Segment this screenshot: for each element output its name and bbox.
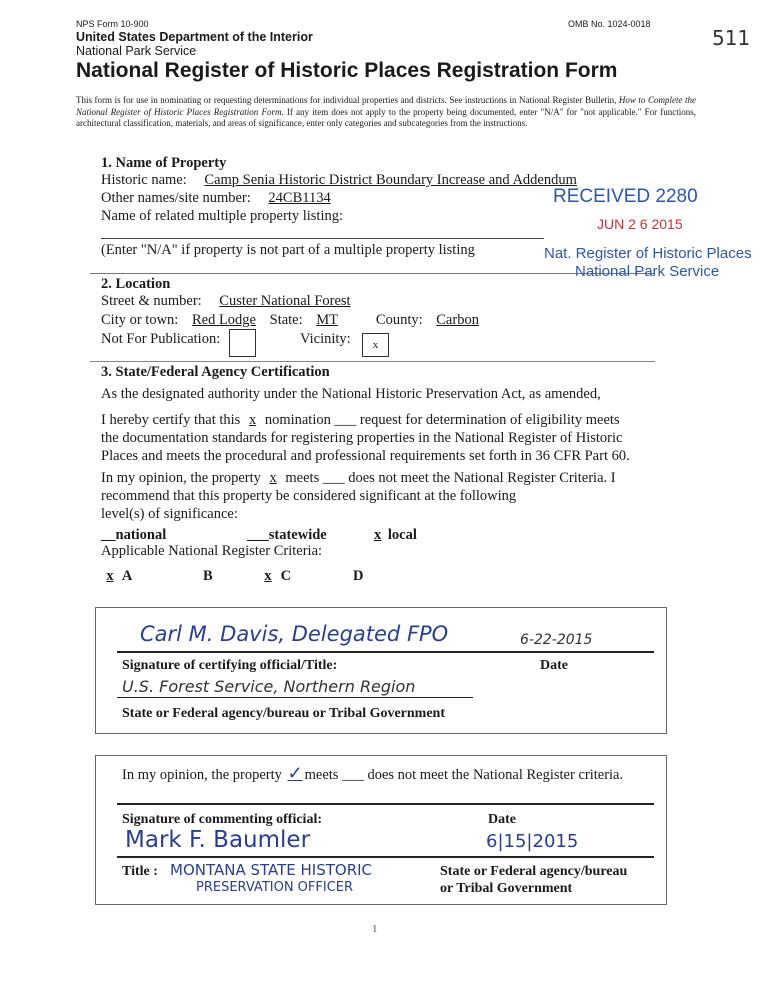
not-for-publication-label: Not For Publication: xyxy=(101,331,221,347)
criterion-c[interactable]: x C xyxy=(264,568,292,584)
section-divider xyxy=(90,273,655,274)
commenting-title-label: Title : xyxy=(122,864,158,879)
determination-mark[interactable]: ___ xyxy=(334,412,357,428)
not-for-publication-checkbox[interactable] xyxy=(229,329,256,357)
historic-name-label: Historic name: xyxy=(101,172,187,188)
meets-mark[interactable]: x xyxy=(269,470,277,486)
opinion-text: does not meet the National Register criteria. xyxy=(363,767,624,783)
commenting-title-value-1[interactable]: MONTANA STATE HISTORIC xyxy=(170,861,373,879)
criteria-label: Applicable National Register Criteria: xyxy=(101,543,323,559)
city-label: City or town: xyxy=(101,312,179,328)
criterion-d[interactable]: D xyxy=(353,568,364,584)
instructions xyxy=(76,95,696,130)
certify-text: nomination xyxy=(261,412,335,428)
authority-intro: As the designated authority under the National Historic Preservation Act, as amended, xyxy=(101,386,601,402)
level-statewide[interactable]: ___statewide xyxy=(247,527,327,543)
other-names-label: Other names/site number: xyxy=(101,190,251,206)
state-value[interactable]: MT xyxy=(316,312,339,328)
page-title: National Register of Historic Places Registration Form xyxy=(76,59,618,82)
vicinity-checkbox[interactable]: x xyxy=(362,333,389,357)
omb-number: OMB No. 1024-0018 xyxy=(568,19,651,29)
commenting-title-value-2[interactable]: PRESERVATION OFFICER xyxy=(196,880,354,895)
level-local[interactable] xyxy=(371,527,417,544)
other-names-row xyxy=(101,190,493,207)
nomination-mark[interactable]: x xyxy=(248,412,257,428)
criterion-b[interactable]: B xyxy=(203,568,213,584)
certifying-date[interactable]: 6-22-2015 xyxy=(520,632,593,648)
other-names-value[interactable]: 24CB1134 xyxy=(268,190,331,206)
meets-check-icon[interactable]: ✓ xyxy=(287,763,303,783)
opinion-text: In my opinion, the property xyxy=(122,767,286,783)
street-label: Street & number: xyxy=(101,293,202,309)
commenting-agency-label-2: or Tribal Government xyxy=(440,881,573,896)
instructions-text: This form is for use in nominating or requesting determinations for individual properties and districts. See instructions in National Register xyxy=(76,95,583,105)
commenting-agency-label: State or Federal agency/bureau xyxy=(440,864,628,879)
street-row xyxy=(101,293,434,310)
certifying-date-label: Date xyxy=(540,658,568,673)
local-mark: x xyxy=(374,527,382,543)
department: United States Department of the Interior xyxy=(76,30,313,44)
local-text: local xyxy=(384,527,417,543)
opinion-text: meets xyxy=(304,767,343,783)
received-stamp: RECEIVED 2280 xyxy=(553,186,698,207)
city-row xyxy=(101,312,489,329)
commenting-date-label: Date xyxy=(488,812,516,827)
opinion-statement xyxy=(101,469,616,523)
instructions-text: categories and subcategories from the instructions. xyxy=(344,118,528,128)
does-not-meet-mark[interactable]: ___ xyxy=(342,767,364,783)
city-value[interactable]: Red Lodge xyxy=(191,312,256,328)
received-date-stamp: JUN 2 6 2015 xyxy=(597,216,683,232)
section-1-heading: 1. Name of Property xyxy=(101,155,227,171)
instructions-text: documented, enter "N/A" for "not applicable." For functions, architectural classification, materials, and areas of significance, enter only xyxy=(76,106,697,128)
bulletin-title: How to Complete the National Register of Historic Places Registration Form. xyxy=(76,95,697,117)
significance-levels xyxy=(101,527,417,544)
commenting-signature[interactable]: Mark F. Baumler xyxy=(125,827,311,853)
signature-line xyxy=(117,856,654,858)
vicinity-label: Vicinity: xyxy=(300,331,351,347)
opinion-text: recommend that this property be considered significant at the following xyxy=(101,488,517,504)
stamp-nps: National Park Service xyxy=(575,263,720,280)
certifying-signature[interactable]: Carl M. Davis, Delegated FPO xyxy=(140,622,449,646)
certify-text: I hereby certify that this xyxy=(101,412,244,428)
instructions-text: Bulletin, xyxy=(585,95,619,105)
certifying-agency-value[interactable]: U.S. Forest Service, Northern Region xyxy=(122,677,416,696)
street-value[interactable]: Custer National Forest xyxy=(219,293,351,309)
commenting-opinion xyxy=(122,763,623,784)
historic-name-value[interactable]: Camp Senia Historic District Boundary Increase and Addendum xyxy=(204,172,577,188)
section-2-heading: 2. Location xyxy=(101,276,171,292)
certifying-agency-label: State or Federal agency/bureau or Tribal Government xyxy=(122,706,446,721)
instructions-text: If any item does not apply to the property being xyxy=(283,106,467,117)
certify-text: Places and meets the procedural and professional requirements set forth in 36 CFR Part 60. xyxy=(101,448,630,464)
related-listing-note: (Enter "N/A" if property is not part of a multiple property listing xyxy=(101,242,475,258)
section-divider xyxy=(90,361,655,362)
related-listing-field[interactable] xyxy=(101,238,544,239)
does-not-meet-mark[interactable]: ___ xyxy=(322,470,345,486)
level-national[interactable]: __national xyxy=(101,527,167,543)
page-number: 1 xyxy=(372,923,378,935)
related-listing-label: Name of related multiple property listing: xyxy=(101,208,344,224)
historic-name-row xyxy=(101,172,577,189)
opinion-text: does not meet the National Register Criteria. I xyxy=(344,470,616,486)
stamp-register: Nat. Register of Historic Places xyxy=(544,245,752,262)
criterion-a[interactable]: x A xyxy=(106,568,133,584)
opinion-text: level(s) of significance: xyxy=(101,506,238,522)
certification-statement xyxy=(101,411,630,465)
state-label: State: xyxy=(269,312,303,328)
county-value[interactable]: Carbon xyxy=(436,312,479,328)
handwritten-page-mark: 511 xyxy=(712,26,751,50)
section-3-heading: 3. State/Federal Agency Certification xyxy=(101,364,330,380)
commenting-signature-label: Signature of commenting official: xyxy=(122,812,322,827)
form-number: NPS Form 10-900 xyxy=(76,19,149,29)
agency: National Park Service xyxy=(76,44,197,58)
agency-line xyxy=(117,697,473,698)
signature-line xyxy=(117,651,654,653)
opinion-text: In my opinion, the property xyxy=(101,470,265,486)
certify-text: request for determination of eligibility meets xyxy=(356,412,620,428)
opinion-text: meets xyxy=(281,470,323,486)
certify-text: the documentation standards for registering properties in the National Register of Historic xyxy=(101,430,623,446)
certifying-signature-label: Signature of certifying official/Title: xyxy=(122,658,338,673)
commenting-date[interactable]: 6|15|2015 xyxy=(486,831,579,852)
county-label: County: xyxy=(375,312,423,328)
divider-line xyxy=(117,803,654,805)
